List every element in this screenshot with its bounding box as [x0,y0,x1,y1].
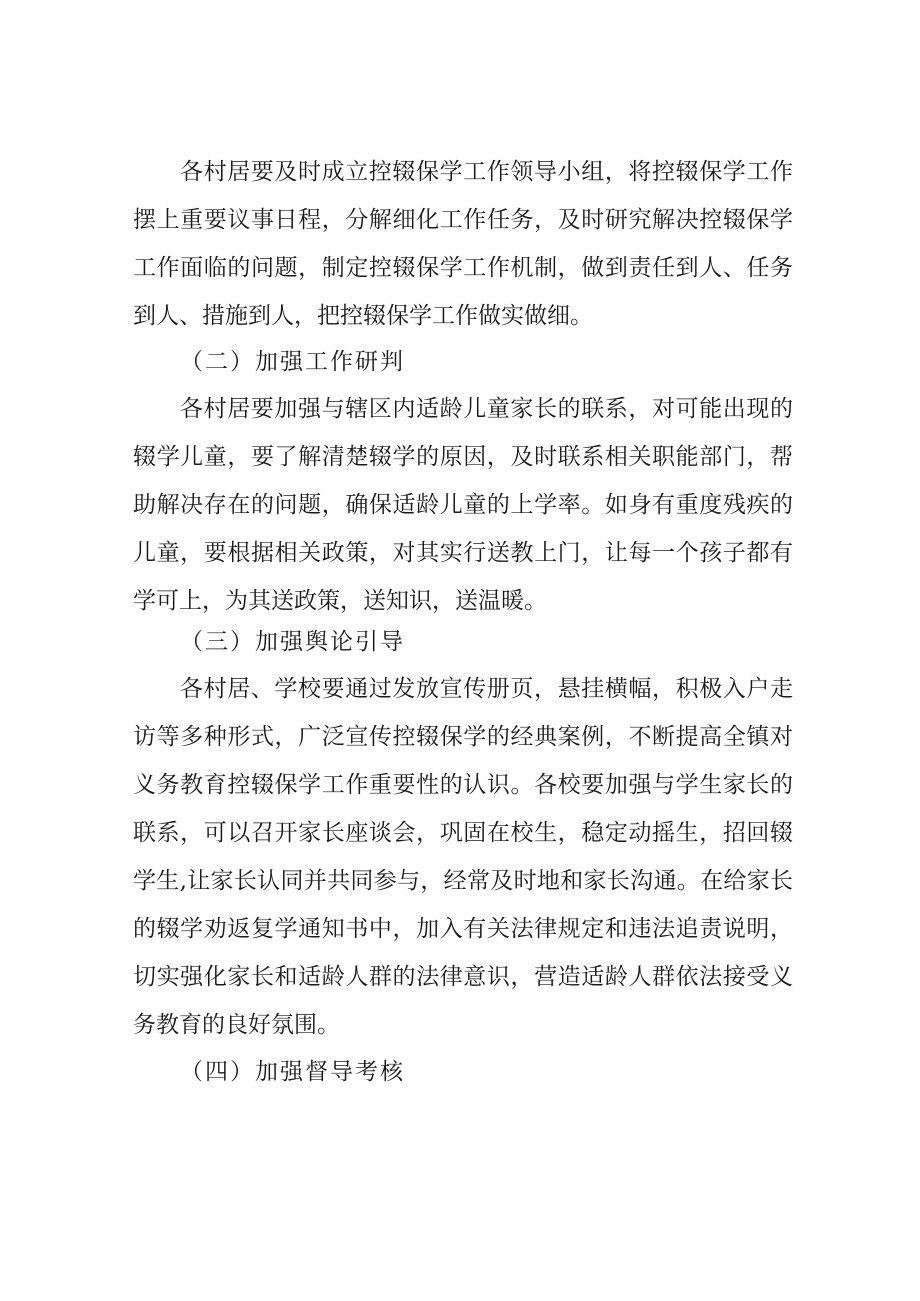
para2-line-4: 儿童，要根据相关政策，对其实行送教上门，让每一个孩子都有 [133,540,793,566]
para3-line-2: 访等多种形式，广泛宣传控辍保学的经典案例，不断提高全镇对 [133,724,793,750]
section-heading-4: （四）加强督导考核 [180,1059,405,1085]
para3-line-3: 义务教育控辍保学工作重要性的认识。各校要加强与学生家长的 [133,772,793,798]
section-heading-3: （三）加强舆论引导 [180,629,405,655]
para1-line-4: 到人、措施到人，把控辍保学工作做实做细。 [133,303,593,329]
para2-line-3: 助解决存在的问题，确保适龄儿童的上学率。如身有重度残疾的 [133,492,793,518]
para2-line-5: 学可上，为其送政策，送知识，送温暖。 [133,588,547,614]
para2-line-2: 辍学儿童，要了解清楚辍学的原因，及时联系相关职能部门，帮 [133,444,793,470]
para3-line-7: 切实强化家长和适龄人群的法律意识，营造适龄人群依法接受义 [133,964,793,990]
para2-line-1: 各村居要加强与辖区内适龄儿童家长的联系，对可能出现的 [180,396,793,422]
section-heading-2: （二）加强工作研判 [180,349,405,375]
para1-line-3: 工作面临的问题，制定控辍保学工作机制，做到责任到人、任务 [133,255,793,281]
para3-line-8: 务教育的良好氛围。 [133,1012,340,1038]
para3-line-4: 联系，可以召开家长座谈会，巩固在校生，稳定动摇生，招回辍 [133,820,793,846]
para1-line-2: 摆上重要议事日程，分解细化工作任务，及时研究解决控辍保学 [133,207,793,233]
para1-line-1: 各村居要及时成立控辍保学工作领导小组，将控辍保学工作 [180,159,793,185]
para3-line-5: 学生,让家长认同并共同参与，经常及时地和家长沟通。在给家长 [133,868,793,894]
para3-line-1: 各村居、学校要通过发放宣传册页，悬挂横幅，积极入户走 [180,676,793,702]
para3-line-6: 的辍学劝返复学通知书中，加入有关法律规定和违法追责说明， [133,916,793,942]
